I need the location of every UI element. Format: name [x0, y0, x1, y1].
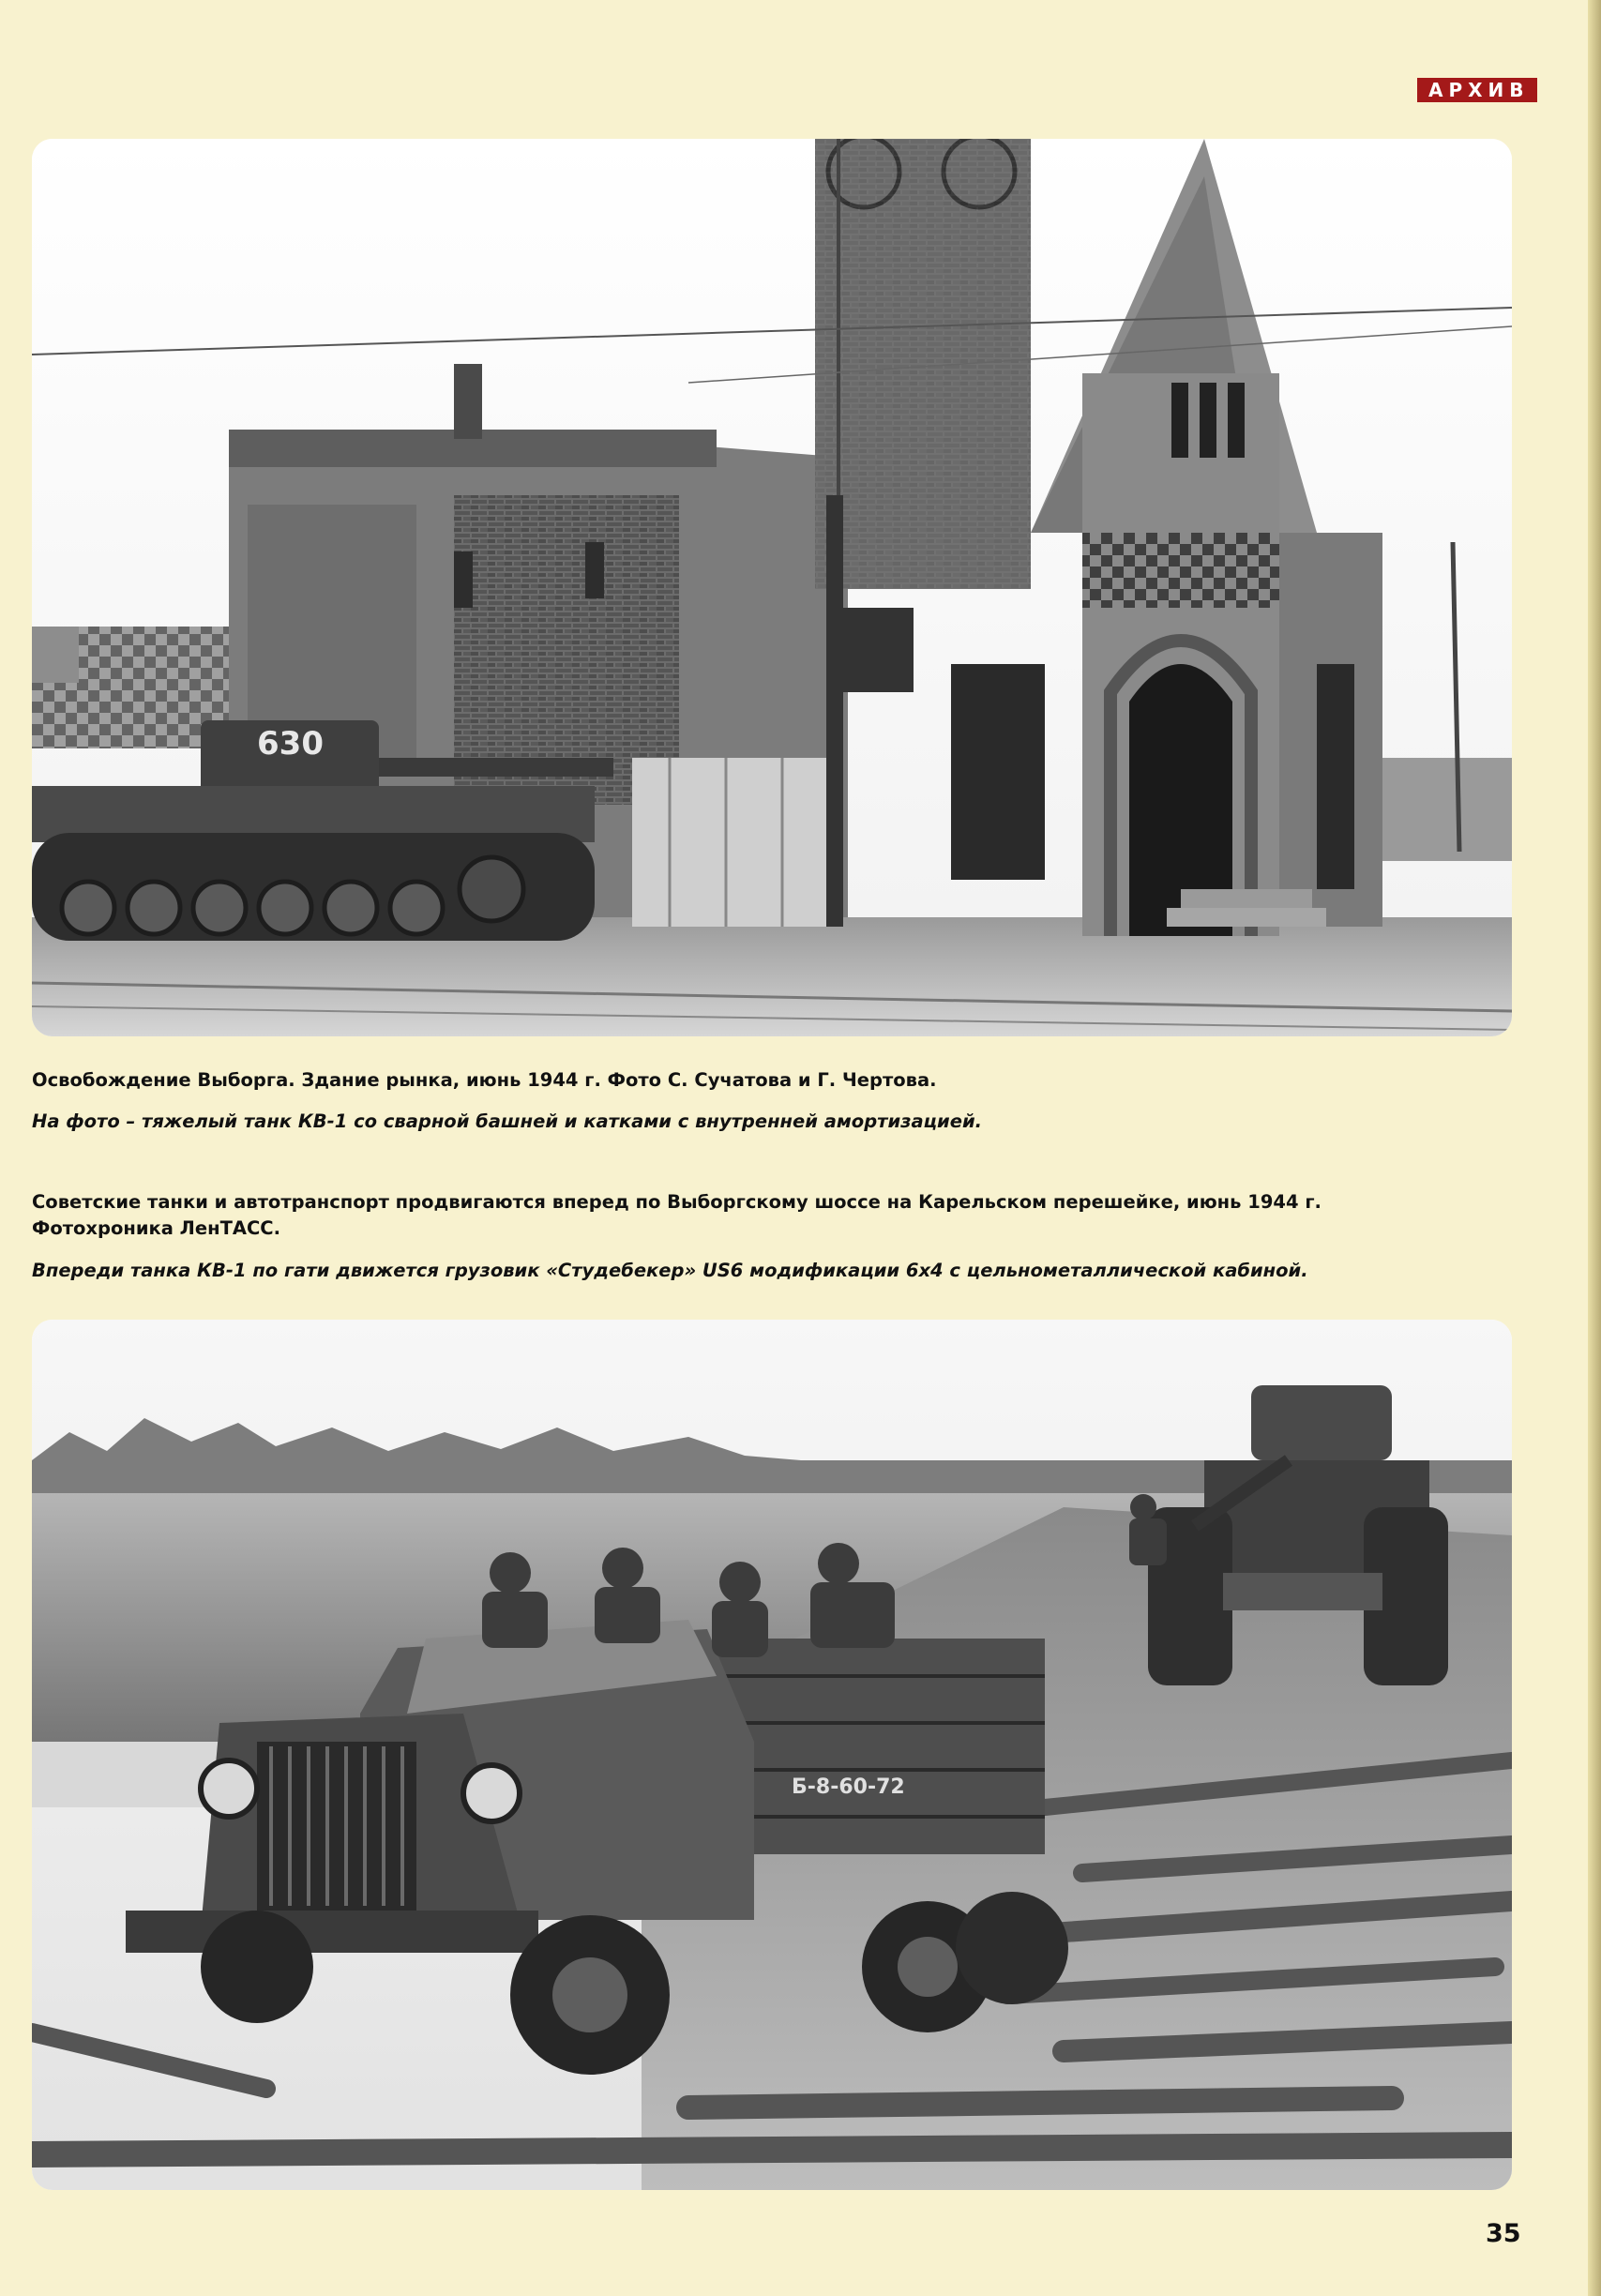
market-building-photo-image [32, 139, 1512, 1036]
caption-market-detail: На фото – тяжелый танк КВ-1 со сварной башней и катками с внутренней амортизацией. [32, 1110, 983, 1132]
caption-highway-title-line1: Советские танки и автотранспорт продвигаются вперед по Выборгскому шоссе на Карельском перешейке, июнь 1944 г. [32, 1191, 1322, 1213]
truck-plate-number: Б-8-60-72 [792, 1775, 905, 1799]
caption-market-title: Освобождение Выборга. Здание рынка, июнь 1944 г. Фото С. Сучатова и Г. Чертова. [32, 1069, 937, 1091]
caption-highway-detail: Впереди танка КВ-1 по гати движется грузовик «Студебекер» US6 модификации 6х4 с цельнометаллической кабиной. [32, 1260, 1308, 1281]
highway-convoy-photo-image [32, 1320, 1512, 2190]
caption-highway-title-line2: Фотохроника ЛенТАСС. [32, 1217, 281, 1239]
section-label: АРХИВ [1417, 78, 1537, 102]
page-number: 35 [1486, 2219, 1521, 2248]
highway-convoy-photo [32, 1320, 1512, 2190]
page-edge [1588, 0, 1601, 2296]
tank-turret-number: 630 [257, 725, 324, 763]
market-building-photo [32, 139, 1512, 1036]
